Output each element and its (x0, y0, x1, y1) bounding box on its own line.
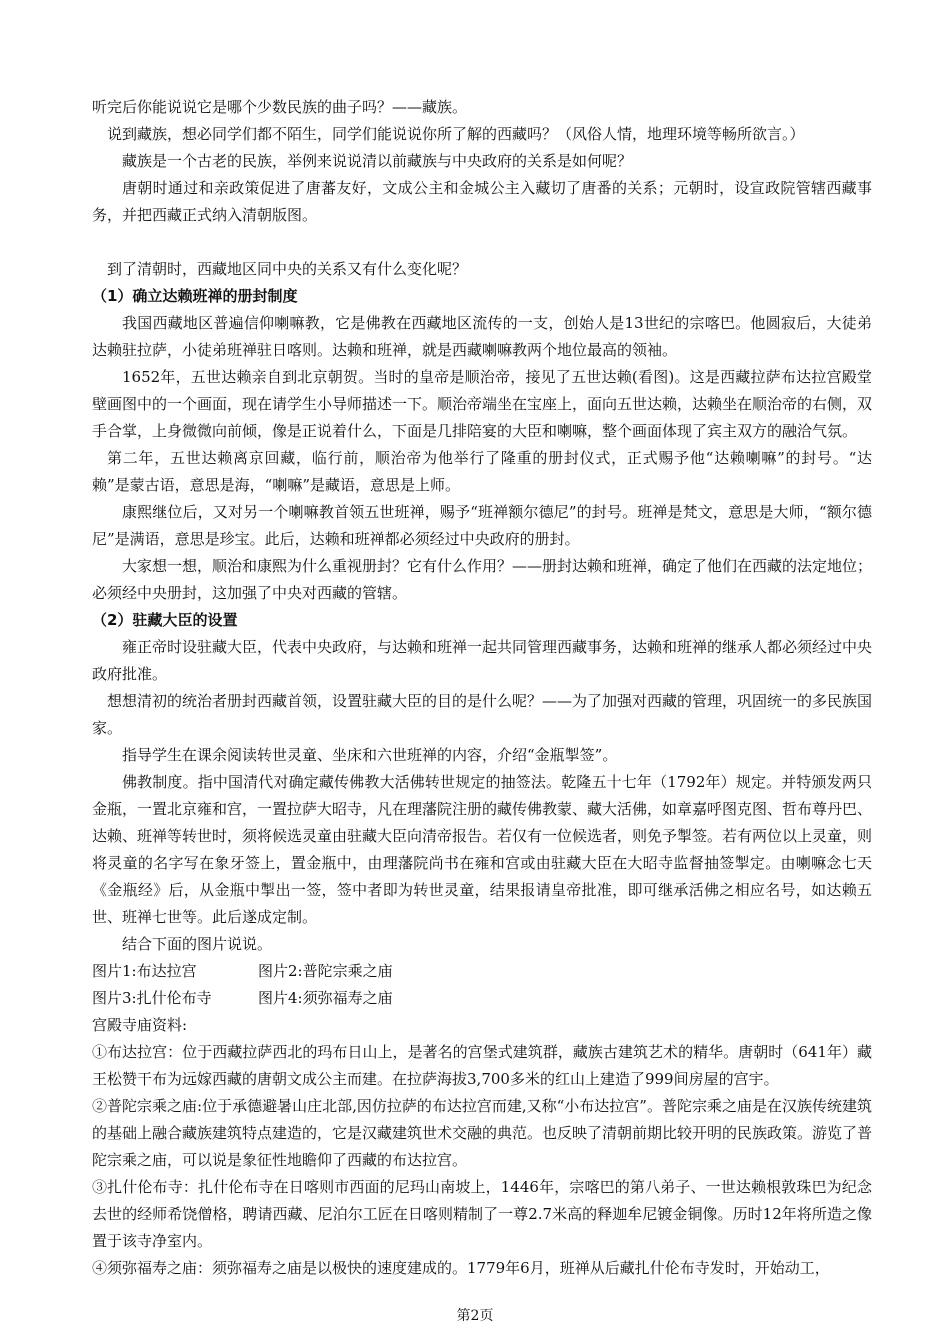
paragraph: 大家想一想，顺治和康熙为什么重视册封？它有什么作用？——册封达赖和班禅，确定了他们在西藏的法定地位；必须经中央册封，这加强了中央对西藏的管辖。 (92, 557, 873, 602)
picture-caption: 图片1:布达拉宫 (92, 962, 197, 980)
page-number: 第2页 (456, 1308, 494, 1324)
paragraph: 到了清朝时，西藏地区同中央的关系又有什么变化呢？ (107, 260, 468, 278)
paragraph: ④须弥福寿之庙：须弥福寿之庙是以极快的速度建成的。1779年6月，班禅从后藏扎什伦布寺发时，开始动工， (92, 1259, 830, 1277)
picture-caption: 图片3:扎什伦布寺 (92, 989, 212, 1007)
paragraph: 听完后你能说说它是哪个少数民族的曲子吗？——藏族。 (92, 98, 468, 116)
paragraph: 第二年，五世达赖离京回藏，临行前，顺治帝为他举行了隆重的册封仪式，正式赐予他“达赖喇嘛”的封号。“达赖”是蒙古语，意思是海，“喇嘛”是藏语，意思是上师。 (92, 449, 872, 494)
paragraph: 宫殿寺庙资料: (92, 1016, 188, 1034)
section-heading: （2）驻藏大臣的设置 (92, 611, 238, 629)
paragraph: 1652年，五世达赖亲自到北京朝贺。当时的皇帝是顺治帝，接见了五世达赖(看图)。这是西藏拉萨布达拉宫殿堂壁画图中的一个画面，现在请学生小导师描述一下。顺治帝端坐在宝座上，面向五世达赖，达赖坐在顺治帝的右侧，双手合掌，上身微微向前倾，像是正说着什么，下面是几排陪宴的大臣和喇嘛，整个画面体现了宾主双方的融洽气氛。 (92, 368, 873, 440)
paragraph: ①布达拉宫：位于西藏拉萨西北的玛布日山上，是著名的宫堡式建筑群，藏族古建筑艺术的精华。唐朝时（641年）藏王松赞干布为远嫁西藏的唐朝文成公主而建。在拉萨海拔3,700多米的红山上建造了999间房屋的宫宇。 (92, 1043, 872, 1088)
picture-list-row (92, 958, 872, 985)
blank-line (92, 229, 872, 256)
document-body (92, 94, 872, 1282)
paragraph: 佛教制度。指中国清代对确定藏传佛教大活佛转世规定的抽签法。乾隆五十七年（1792年）规定。并特颁发两只金瓶，一置北京雍和宫，一置拉萨大昭寺，凡在理藩院注册的藏传佛教蒙、藏大活佛，如章嘉呼图克图、哲布尊丹巴、达赖、班禅等转世时，须将候选灵童由驻藏大臣向清帝报告。若仅有一位候选者，则免予掣签。若有两位以上灵童，则将灵童的名字写在象牙签上，置金瓶中，由理藩院尚书在雍和宫或由驻藏大臣在大昭寺监督抽签掣定。由喇嘛念七天《金瓶经》后，从金瓶中掣出一签，签中者即为转世灵童，结果报请皇帝批准，即可继承活佛之相应名号，如达赖五世、班禅七世等。此后遂成定制。 (92, 773, 873, 926)
paragraph: 指导学生在课余阅读转世灵童、坐床和六世班禅的内容，介绍“金瓶掣签”。 (122, 746, 618, 764)
section-heading: （1）确立达赖班禅的册封制度 (92, 287, 298, 305)
picture-caption: 图片4:须弥福寿之庙 (258, 989, 393, 1007)
paragraph: ②普陀宗乘之庙:位于承德避暑山庄北部,因仿拉萨的布达拉宫而建,又称“小布达拉宫”。普陀宗乘之庙是在汉族传统建筑的基础上融合藏族建筑特点建造的，它是汉藏建筑世术交融的典范。也反映了清朝前期比较开明的民族政策。游览了普陀宗乘之庙，可以说是象征性地瞻仰了西藏的布达拉宫。 (92, 1097, 873, 1169)
picture-caption: 图片2:普陀宗乘之庙 (258, 962, 393, 980)
paragraph: 说到藏族，想必同学们都不陌生，同学们能说说你所了解的西藏吗？（风俗人情，地理环境等畅所欲言。） (107, 125, 805, 143)
picture-list-row (92, 985, 872, 1012)
paragraph: 雍正帝时设驻藏大臣，代表中央政府，与达赖和班禅一起共同管理西藏事务，达赖和班禅的继承人都必须经过中央政府批准。 (92, 638, 873, 683)
paragraph: ③扎什伦布寺：扎什伦布寺在日喀则市西面的尼玛山南坡上，1446年，宗喀巴的第八弟子、一世达赖根敦珠巴为纪念去世的经师希饶僧格，聘请西藏、尼泊尔工匠在日喀则精制了一尊2.7米高的释迦牟尼镀金铜像。历时12年将所造之像置于该寺净室内。 (92, 1178, 872, 1250)
paragraph: 藏族是一个古老的民族，举例来说说清以前藏族与中央政府的关系是如何呢？ (122, 152, 633, 170)
paragraph: 唐朝时通过和亲政策促进了唐蕃友好，文成公主和金城公主入藏切了唐番的关系；元朝时，设宣政院管辖西藏事务，并把西藏正式纳入清朝版图。 (92, 179, 872, 224)
paragraph: 康熙继位后，又对另一个喇嘛教首领五世班禅，赐予“班禅额尔德尼”的封号。班禅是梵文，意思是大师，“额尔德尼”是满语，意思是珍宝。此后，达赖和班禅都必须经过中央政府的册封。 (92, 503, 872, 548)
paragraph: 结合下面的图片说说。 (122, 935, 273, 953)
paragraph: 我国西藏地区普遍信仰喇嘛教，它是佛教在西藏地区流传的一支，创始人是13世纪的宗喀巴。他圆寂后，大徒弟达赖驻拉萨，小徒弟班禅驻日喀则。达赖和班禅，就是西藏喇嘛教两个地位最高的领袖。 (92, 314, 872, 359)
paragraph: 想想清初的统治者册封西藏首领，设置驻藏大臣的目的是什么呢？——为了加强对西藏的管理，巩固统一的多民族国家。 (92, 692, 873, 737)
